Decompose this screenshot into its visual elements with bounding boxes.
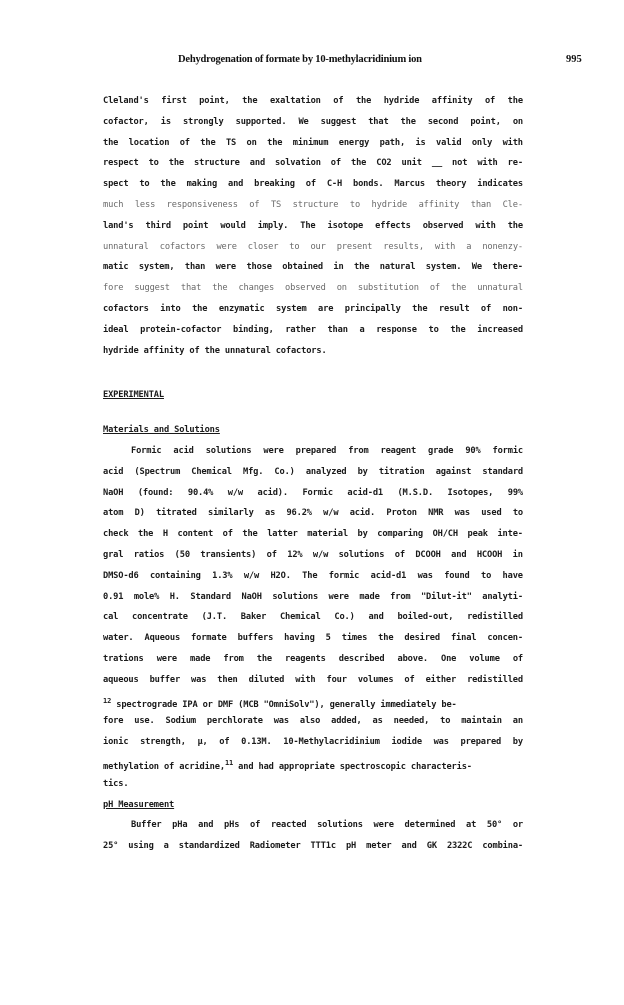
paragraph-materials: [103, 441, 523, 795]
text-line: fore suggest that the changes observed on substitution of the unnatural: [103, 283, 523, 294]
text-line: land's third point would imply. The isotope effects observed with the: [103, 220, 523, 231]
running-head: [0, 54, 624, 70]
text-line: Buffer pHa and pHs of reacted solutions were determined at 50° or: [131, 820, 523, 831]
text-line: matic system, than were those obtained in the natural system. We there-: [103, 262, 523, 273]
materials-heading: Materials and Solutions: [103, 425, 220, 436]
text-fragment: spectrograde IPA or DMF (MCB "OmniSolv"), generally immediately be-: [116, 699, 457, 710]
text-line: tics.: [103, 778, 129, 789]
text-line: check the H content of the latter material by comparing OH/CH peak inte-: [103, 529, 523, 540]
paragraph-discussion: [103, 91, 523, 361]
text-line: ionic strength, μ, of 0.13M. 10-Methylacridinium iodide was prepared by: [103, 737, 523, 748]
text-line: ideal protein-cofactor binding, rather than a response to the increased: [103, 324, 523, 335]
text-line: the location of the TS on the minimum energy path, is valid only with: [103, 137, 523, 148]
text-line: atom D) titrated similarly as 96.2% w/w acid. Proton NMR was used to: [103, 508, 523, 519]
text-line: much less responsiveness of TS structure to hydride affinity than Cle-: [103, 199, 523, 210]
reference-marker-11: 11: [224, 758, 234, 767]
text-line: [103, 691, 523, 712]
text-line: Cleland's first point, the exaltation of the hydride affinity of the: [103, 96, 523, 106]
article-body: [103, 91, 523, 857]
text-line: aqueous buffer was then diluted with four volumes of either redistilled: [103, 674, 523, 685]
text-line: spect to the making and breaking of C-H bonds. Marcus theory indicates: [103, 179, 523, 190]
text-fragment: methylation of acridine,: [103, 761, 225, 772]
text-line: unnatural cofactors were closer to our present results, with a nonenzy-: [103, 241, 523, 252]
text-fragment: and had appropriate spectroscopic characteris-: [238, 761, 472, 772]
text-line: cofactors into the enzymatic system are principally the result of non-: [103, 303, 523, 314]
text-line: NaOH (found: 90.4% w/w acid). Formic acid-d1 (M.S.D. Isotopes, 99%: [103, 487, 523, 498]
text-line: trations were made from the reagents described above. One volume of: [103, 653, 523, 664]
text-line: fore use. Sodium perchlorate was also added, as needed, to maintain an: [103, 716, 523, 727]
text-line: acid (Spectrum Chemical Mfg. Co.) analyzed by titration against standard: [103, 466, 523, 477]
text-line: DMSO-d6 containing 1.3% w/w H2O. The formic acid-d1 was found to have: [103, 570, 523, 581]
reference-marker-12: 12: [103, 696, 112, 705]
text-line: Formic acid solutions were prepared from reagent grade 90% formic: [131, 445, 523, 456]
text-line: gral ratios (50 transients) of 12% w/w solutions of DCOOH and HCOOH in: [103, 549, 523, 560]
text-line: cofactor, is strongly supported. We suggest that the second point, on: [103, 116, 523, 127]
page-number: 995: [566, 54, 582, 65]
experimental-heading: EXPERIMENTAL: [103, 390, 164, 401]
text-line: water. Aqueous formate buffers having 5 times the desired final concen-: [103, 633, 523, 644]
text-line: 25° using a standardized Radiometer TTT1c pH meter and GK 2322C combina-: [103, 841, 523, 852]
text-line: hydride affinity of the unnatural cofactors.: [103, 345, 327, 356]
text-line: [103, 753, 523, 774]
running-title: Dehydrogenation of formate by 10-methylacridinium ion: [178, 54, 422, 65]
text-line: cal concentrate (J.T. Baker Chemical Co.) and boiled-out, redistilled: [103, 612, 523, 623]
text-line: 0.91 mole% H. Standard NaOH solutions were made from "Dilut-it" analyti-: [103, 591, 523, 602]
ph-measurement-heading: pH Measurement: [103, 799, 175, 810]
text-line: respect to the structure and solvation of the CO2 unit __ not with re-: [103, 158, 523, 169]
paragraph-ph: [103, 815, 523, 857]
